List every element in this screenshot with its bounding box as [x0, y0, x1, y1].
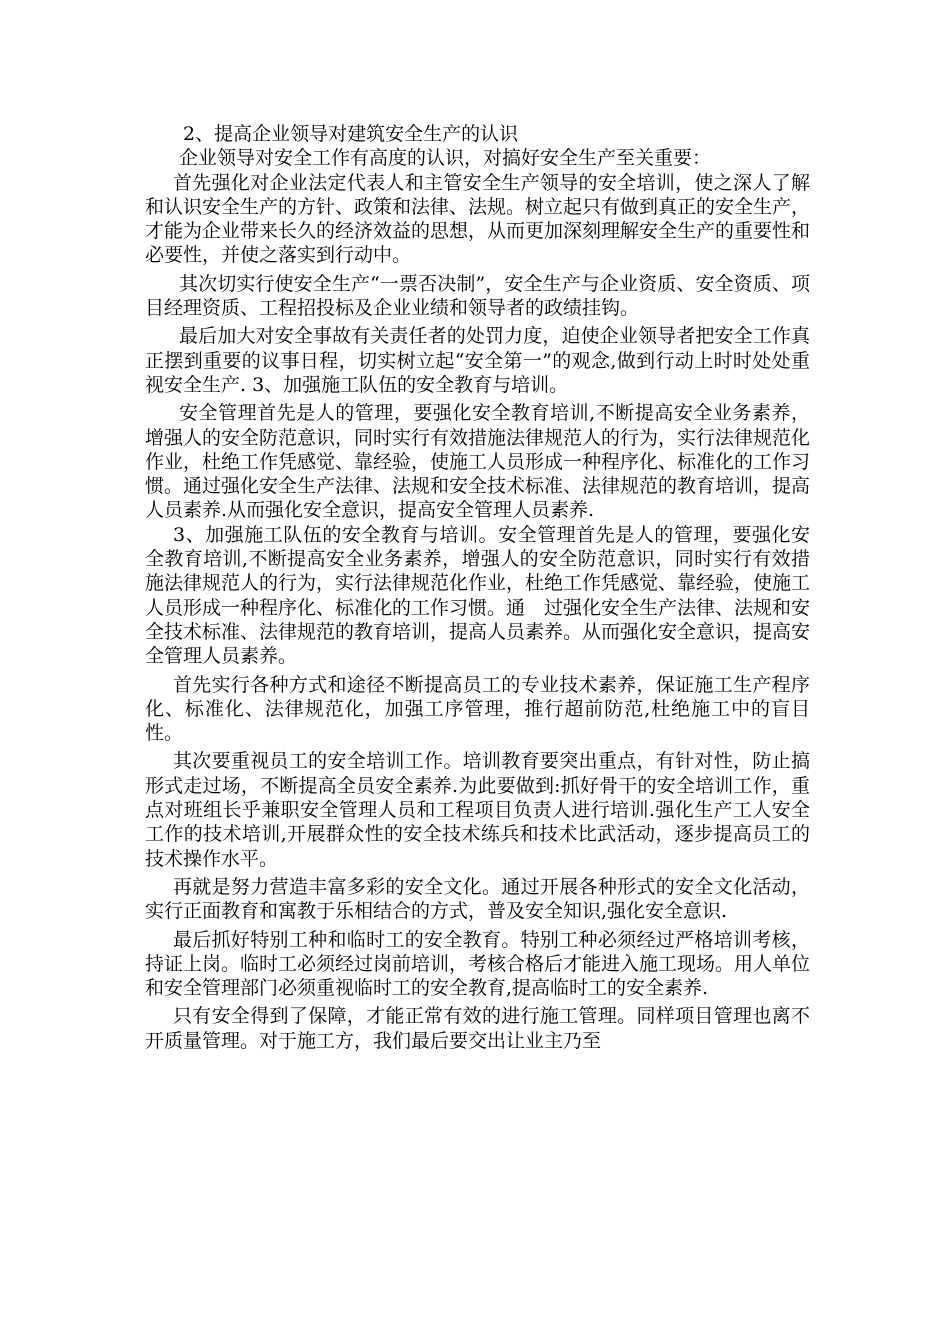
paragraph-intro: 企业领导对安全工作有高度的认识，对搞好安全生产至关重要： — [179, 147, 712, 170]
paragraph-skill-improvement: 首先实行各种方式和途径不断提高员工的专业技术素养，保证施工生产程序化、标准化、法律规范化，加强工序管理，推行超前防范,杜绝施工中的盲目性。 — [145, 673, 810, 745]
paragraph-penalty: 最后加大对安全事故有关责任者的处罚力度，迫使企业领导者把安全工作真正摆到重要的议事日程，切实树立起“安全第一”的观念,做到行动上时时处处重视安全生产. 3、加强施工队伍的安全教育与培训。 — [145, 325, 810, 396]
paragraph-leader-training: 首先强化对企业法定代表人和主管安全生产领导的安全培训，使之深人了解和认识安全生产的方针、政策和法律、法规。树立起只有做到真正的安全生产，才能为企业带来长久的经济效益的思想，从而更加深刻理解安全生产的重要性和必要性，并使之落实到行动中。 — [145, 171, 811, 267]
section-heading: 2、提高企业领导对建筑安全生产的认识 — [183, 123, 519, 145]
paragraph-human-management: 安全管理首先是人的管理，要强化安全教育培训,不断提高安全业务素养，增强人的安全防范意识，同时实行有效措施法律规范人的行为，实行法律规范化作业，杜绝工作凭感觉、靠经验，使施工人员形成一种程序化、标准化的工作习惯。通过强化安全生产法律、法规和安全技术标准、法律规范的教育培训，提高人员素养.从而强化安全意识，提高安全管理人员素养. — [145, 402, 811, 522]
paragraph-veto-system: 其次切实行使安全生产“一票否决制”，安全生产与企业资质、安全资质、项目经理资质、工程招投标及企业业绩和领导者的政绩挂钩。 — [145, 272, 810, 320]
document-body — [145, 122, 810, 1053]
paragraph-special-workers: 最后抓好特别工种和临时工的安全教育。特别工种必须经过严格培训考核，持证上岗。临时工必须经过岗前培训，考核合格后才能进入施工现场。用人单位和安全管理部门必须重视临时工的安全教育,提高临时工的安全素养. — [145, 928, 811, 1000]
paragraph-quality-management: 只有安全得到了保障，才能正常有效的进行施工管理。同样项目管理也离不开质量管理。对于施工方，我们最后要交出让业主乃至 — [145, 1005, 810, 1052]
paragraph-safety-training: 其次要重视员工的安全培训工作。培训教育要突出重点，有针对性，防止搞形式走过场，不断提高全员安全素养.为此要做到:抓好骨干的安全培训工作，重点对班组长乎兼职安全管理人员和工程项目负责人进行培训.强化生产工人安全工作的技术培训,开展群众性的安全技术练兵和技术比武活动，逐步提高员工的技术操作水平。 — [145, 750, 810, 870]
paragraph-section-3: 3、加强施工队伍的安全教育与培训。安全管理首先是人的管理，要强化安全教育培训,不断提高安全业务素养，增强人的安全防范意识，同时实行有效措施法律规范人的行为，实行法律规范化作业，杜绝工作凭感觉、靠经验，使施工人员形成一种程序化、标准化的工作习惯。通 过强化安全生产法律、法规和安全技术标准、法律规范的教育培训，提高人员素养。从而强化安全意识，提高安全管理人员素养。 — [145, 523, 811, 668]
paragraph-safety-culture: 再就是努力营造丰富多彩的安全文化。通过开展各种形式的安全文化活动，实行正面教育和寓教于乐相结合的方式，普及安全知识,强化安全意识. — [145, 875, 810, 923]
